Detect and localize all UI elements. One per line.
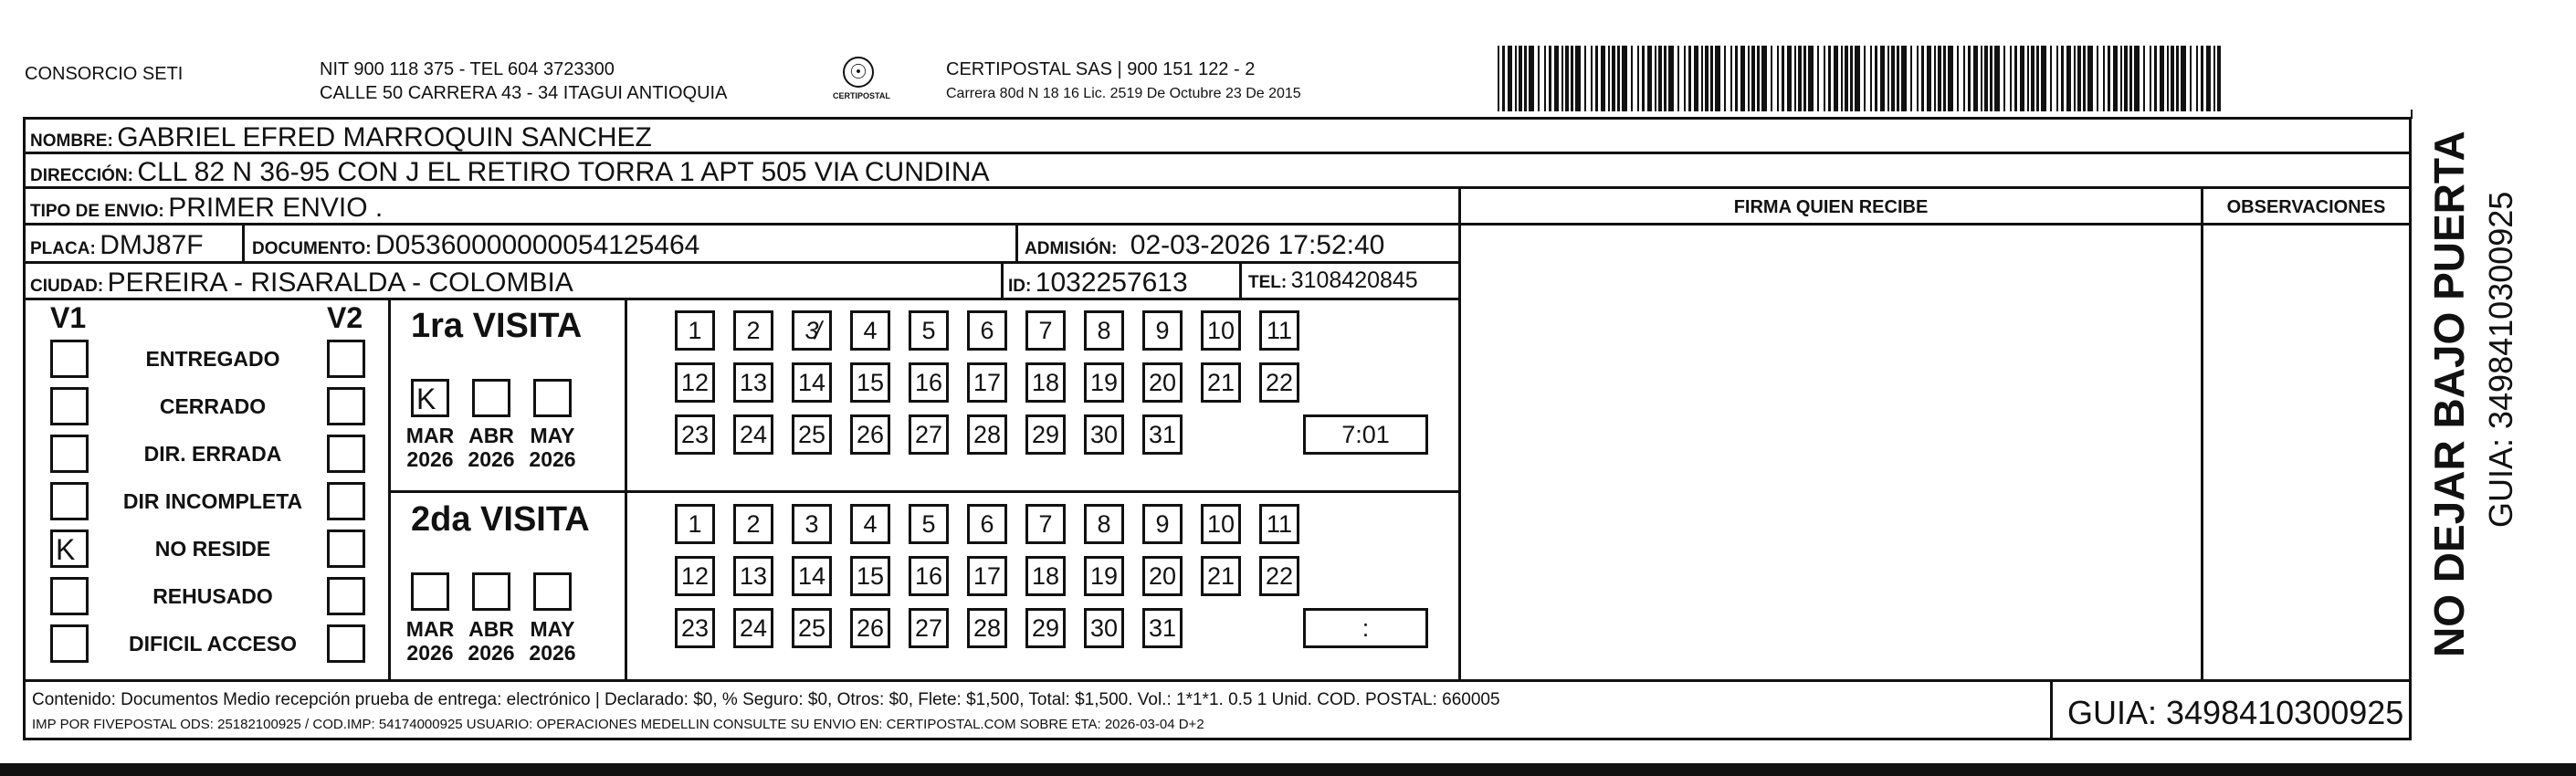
- day-checkbox[interactable]: 15: [850, 362, 890, 403]
- barcode-bar: [2010, 46, 2012, 111]
- v1-checkbox[interactable]: [50, 387, 89, 425]
- barcode-bar: [1740, 46, 1745, 111]
- footer-contenido: Contenido: Documentos Medio recepción prueba de entrega: electrónico | Declarado: $0, % Seguro: $0, Otros: $0, Flete: $1,500, Total: $1,500. Vol.: 1*1*1. 0.5 1 Unid. COD. POSTAL: 660005: [32, 690, 1500, 709]
- barcode-bar: [1757, 46, 1760, 111]
- placa-value: DMJ87F: [100, 230, 204, 260]
- day-checkbox[interactable]: 23: [675, 608, 715, 648]
- day-checkbox[interactable]: 9: [1142, 310, 1183, 351]
- barcode-bar: [1777, 46, 1779, 111]
- day-checkbox[interactable]: 3: [792, 504, 832, 544]
- barcode-bar: [2171, 46, 2174, 111]
- barcode-bar: [1897, 46, 1899, 111]
- month-checkbox[interactable]: [533, 572, 572, 611]
- status-option-label: REHUSADO: [152, 584, 273, 608]
- barcode-bar: [1845, 46, 1848, 111]
- barcode-bar: [1927, 46, 1931, 111]
- barcode-bar: [1508, 46, 1512, 111]
- barcode-bar: [2014, 46, 2017, 111]
- barcode-bar: [1554, 46, 1559, 111]
- certi-line: CERTIPOSTAL SAS | 900 151 122 - 2: [946, 59, 1256, 79]
- barcode-bar: [2134, 46, 2140, 111]
- day-checkbox[interactable]: 22: [1259, 362, 1299, 403]
- v1-checkbox[interactable]: [50, 340, 89, 378]
- day-checkbox[interactable]: 24: [733, 414, 773, 455]
- barcode-bar: [2027, 46, 2029, 111]
- day-checkbox[interactable]: 27: [909, 414, 949, 455]
- barcode-bar: [1841, 46, 1843, 111]
- nombre-value: GABRIEL EFRED MARROQUIN SANCHEZ: [117, 122, 652, 152]
- barcode-bar: [1561, 46, 1563, 111]
- day-checkbox[interactable]: 2: [733, 310, 773, 351]
- day-checkbox[interactable]: 26: [850, 608, 890, 648]
- barcode-bar: [1855, 46, 1860, 111]
- day-checkbox[interactable]: 16: [909, 556, 949, 596]
- barcode-bar: [2097, 46, 2098, 111]
- company-name: CONSORCIO SETI: [25, 64, 184, 84]
- barcode-bar: [1938, 46, 1941, 111]
- check-mark-icon: K: [416, 383, 436, 415]
- barcode-bar: [1655, 46, 1656, 111]
- footer-guia: GUIA: 3498410300925: [2067, 694, 2404, 731]
- barcode-bar: [2160, 46, 2164, 111]
- direccion-label: DIRECCIÓN:: [30, 166, 133, 185]
- day-checkbox[interactable]: 20: [1142, 362, 1183, 403]
- barcode-bar: [2108, 46, 2110, 111]
- day-checkbox[interactable]: 8: [1084, 310, 1124, 351]
- barcode-bar: [1529, 46, 1534, 111]
- barcode-bar: [2217, 46, 2221, 111]
- barcode-bar: [2066, 46, 2071, 111]
- day-checkbox[interactable]: 10: [1201, 310, 1241, 351]
- barcode-bar: [1984, 46, 1988, 111]
- barcode-bar: [1808, 46, 1814, 111]
- day-checkbox[interactable]: 31: [1142, 414, 1183, 455]
- day-checkbox[interactable]: 10: [1201, 504, 1241, 544]
- id-value: 1032257613: [1035, 267, 1188, 298]
- barcode-bar: [2150, 46, 2151, 111]
- barcode-bar: [2061, 46, 2064, 111]
- barcode-bar: [1751, 46, 1755, 111]
- barcode-bar: [1595, 46, 1598, 111]
- barcode-bar: [1981, 46, 1982, 111]
- day-checkbox[interactable]: 30: [1084, 414, 1124, 455]
- frame-right: [2409, 117, 2412, 740]
- v1-checkbox[interactable]: [50, 624, 89, 663]
- frame-top: [23, 117, 2412, 120]
- barcode-bar: [1850, 46, 1853, 111]
- barcode-bar: [1787, 46, 1792, 111]
- barcode-bar: [1901, 46, 1907, 111]
- tel-label: TEL:: [1248, 273, 1288, 292]
- address-line: CALLE 50 CARRERA 43 - 34 ITAGUI ANTIOQUIA: [320, 83, 728, 103]
- day-checkbox[interactable]: 6: [967, 310, 1007, 351]
- barcode-bar: [1870, 46, 1872, 111]
- barcode-bar: [1910, 46, 1912, 111]
- day-checkbox[interactable]: 6: [967, 504, 1007, 544]
- day-checkbox[interactable]: 17: [967, 556, 1007, 596]
- barcode-bar: [1701, 46, 1703, 111]
- month-label: MAR 2026: [405, 424, 455, 471]
- time-field[interactable]: 7:01: [1303, 414, 1428, 455]
- barcode-bar: [1803, 46, 1806, 111]
- barcode-bar: [1571, 46, 1573, 111]
- barcode-bar: [1934, 46, 1936, 111]
- barcode-bar: [1668, 46, 1674, 111]
- day-checkbox[interactable]: 29: [1025, 608, 1066, 648]
- barcode-bar: [1891, 46, 1895, 111]
- frame-left: [23, 117, 26, 740]
- v2-checkbox[interactable]: [327, 482, 365, 520]
- ciudad-label: CIUDAD:: [30, 277, 104, 296]
- barcode-bar: [1502, 46, 1505, 111]
- status-option-label: NO RESIDE: [154, 537, 271, 561]
- barcode-bar: [1498, 46, 1499, 111]
- v2-checkbox[interactable]: [327, 530, 365, 568]
- barcode-bar: [1601, 46, 1605, 111]
- barcode-bar: [1887, 46, 1889, 111]
- status-option-label: CERRADO: [159, 394, 267, 418]
- day-checkbox[interactable]: 24: [733, 608, 773, 648]
- barcode-bar: [2041, 46, 2046, 111]
- direccion-value: CLL 82 N 36-95 CON J EL RETIRO TORRA 1 APT 505 VIA CUNDINA: [137, 157, 990, 187]
- no-dejar-title: NO DEJAR BAJO PUERTA: [2425, 131, 2473, 657]
- barcode-bar: [1710, 46, 1713, 111]
- tipo-label: TIPO DE ENVIO:: [30, 202, 164, 221]
- barcode-bar: [1637, 46, 1639, 111]
- barcode-bar: [1864, 46, 1866, 111]
- nit-line: NIT 900 118 375 - TEL 604 3723300: [320, 59, 615, 79]
- logo-text: CERTIPOSTAL: [833, 91, 890, 100]
- check-mark-icon: K: [56, 533, 76, 566]
- status-option-label: DIFICIL ACCESO: [128, 632, 297, 655]
- day-checkbox[interactable]: 5: [909, 504, 949, 544]
- month-label: MAY 2026: [529, 424, 576, 471]
- certipostal-logo-icon: ☉: [843, 57, 874, 88]
- barcode-bar: [2087, 46, 2093, 111]
- barcode-bar: [1880, 46, 1885, 111]
- day-checkbox[interactable]: 15: [850, 556, 890, 596]
- barcode-bar: [1622, 46, 1627, 111]
- barcode-bar: [2154, 46, 2157, 111]
- month-label: ABR 2026: [468, 617, 515, 665]
- day-checkbox[interactable]: 1: [675, 310, 715, 351]
- barcode-bar: [1730, 46, 1732, 111]
- day-checkbox[interactable]: 5: [909, 310, 949, 351]
- barcode-bar: [1957, 46, 1959, 111]
- v2-checkbox[interactable]: [327, 387, 365, 425]
- v1-checkbox[interactable]: [50, 482, 89, 520]
- day-checkbox[interactable]: 31: [1142, 608, 1183, 648]
- documento-label: DOCUMENTO:: [252, 239, 372, 258]
- tipo-value: PRIMER ENVIO .: [168, 193, 384, 223]
- ciudad-value: PEREIRA - RISARALDA - COLOMBIA: [107, 267, 573, 298]
- v2-label: V2: [327, 301, 363, 334]
- barcode-bar: [1612, 46, 1615, 111]
- v2-checkbox[interactable]: [327, 624, 365, 663]
- barcode-bar: [1963, 46, 1965, 111]
- barcode-bar: [1994, 46, 2000, 111]
- barcode-bar: [1771, 46, 1772, 111]
- scan-edge: [0, 763, 2576, 776]
- day-checkbox[interactable]: 7: [1025, 504, 1066, 544]
- day-checkbox[interactable]: 1: [675, 504, 715, 544]
- firma-label: FIRMA QUIEN RECIBE: [1733, 197, 1929, 217]
- barcode-bar: [2050, 46, 2052, 111]
- day-checkbox[interactable]: 23: [675, 414, 715, 455]
- barcode-bar: [1688, 46, 1691, 111]
- barcode-bar: [1735, 46, 1738, 111]
- barcode-bar: [2124, 46, 2128, 111]
- month-checkbox[interactable]: [472, 379, 510, 417]
- day-checkbox[interactable]: 19: [1084, 556, 1124, 596]
- barcode-bar: [2056, 46, 2058, 111]
- documento-value: D05360000000054125464: [375, 230, 700, 260]
- barcode-bar: [2167, 46, 2169, 111]
- day-checkbox[interactable]: 18: [1025, 362, 1066, 403]
- day-checkbox[interactable]: 3̸: [792, 310, 832, 351]
- barcode-bar: [2077, 46, 2081, 111]
- barcode-bar: [1608, 46, 1610, 111]
- barcode-bar: [2143, 46, 2145, 111]
- barcode-bar: [2083, 46, 2086, 111]
- barcode-bar: [1990, 46, 1992, 111]
- barcode-bar: [1631, 46, 1633, 111]
- barcode-bar: [2036, 46, 2039, 111]
- day-checkbox[interactable]: 12: [675, 556, 715, 596]
- day-checkbox[interactable]: 11: [1259, 310, 1299, 351]
- day-checkbox[interactable]: 13: [733, 362, 773, 403]
- day-checkbox[interactable]: 17: [967, 362, 1007, 403]
- license-line: Carrera 80d N 18 16 Lic. 2519 De Octubre 23 De 2015: [946, 86, 1301, 101]
- barcode-bar: [1694, 46, 1698, 111]
- barcode-bar: [1584, 46, 1586, 111]
- barcode-bar: [2196, 46, 2198, 111]
- barcode-bar: [1973, 46, 1978, 111]
- day-checkbox[interactable]: 20: [1142, 556, 1183, 596]
- v1-label: V1: [50, 301, 87, 334]
- barcode-bar: [1549, 46, 1551, 111]
- admision-value: 02-03-2026 17:52:40: [1130, 230, 1385, 260]
- day-checkbox[interactable]: 19: [1084, 362, 1124, 403]
- nombre-label: NOMBRE:: [30, 131, 113, 151]
- barcode-bar: [1565, 46, 1569, 111]
- day-checkbox[interactable]: 27: [909, 608, 949, 648]
- barcode-bar: [1642, 46, 1645, 111]
- status-option-label: DIR INCOMPLETA: [122, 489, 303, 513]
- barcode-bar: [1658, 46, 1662, 111]
- barcode-bar: [1677, 46, 1679, 111]
- observaciones-label: OBSERVACIONES: [2226, 197, 2386, 217]
- first-visit-title: 1ra VISITA: [411, 307, 583, 345]
- barcode-bar: [1538, 46, 1540, 111]
- barcode-bar: [1519, 46, 1522, 111]
- barcode-bar: [1794, 46, 1796, 111]
- day-checkbox[interactable]: 28: [967, 608, 1007, 648]
- status-option-label: DIR. ERRADA: [143, 442, 282, 466]
- day-checkbox[interactable]: 14: [792, 362, 832, 403]
- barcode-bar: [2181, 46, 2186, 111]
- day-checkbox[interactable]: 28: [967, 414, 1007, 455]
- barcode-bar: [1617, 46, 1620, 111]
- barcode-bar: [1684, 46, 1686, 111]
- time-field[interactable]: :: [1303, 608, 1428, 648]
- frame-bottom: [23, 738, 2412, 740]
- barcode-bar: [1917, 46, 1919, 111]
- barcode-bar: [1544, 46, 1546, 111]
- barcode-bar: [1817, 46, 1819, 111]
- barcode-bar: [1664, 46, 1667, 111]
- barcode-bar: [2113, 46, 2118, 111]
- month-checkbox[interactable]: [533, 379, 572, 417]
- v1-checkbox[interactable]: [50, 435, 89, 473]
- month-checkbox[interactable]: [411, 572, 449, 611]
- day-checkbox[interactable]: 30: [1084, 608, 1124, 648]
- v2-checkbox[interactable]: [327, 435, 365, 473]
- barcode-bar: [2074, 46, 2076, 111]
- second-visit-title: 2da VISITA: [411, 500, 590, 539]
- barcode-bar: [2213, 46, 2215, 111]
- barcode-bar: [1875, 46, 1877, 111]
- barcode-bar: [2120, 46, 2122, 111]
- barcode-bar: [1647, 46, 1652, 111]
- day-checkbox[interactable]: 9: [1142, 504, 1183, 544]
- barcode-bar: [2206, 46, 2211, 111]
- day-checkbox[interactable]: 14: [792, 556, 832, 596]
- barcode-bar: [2201, 46, 2203, 111]
- day-checkbox[interactable]: 7: [1025, 310, 1066, 351]
- day-checkbox[interactable]: 26: [850, 414, 890, 455]
- barcode-bar: [1943, 46, 1946, 111]
- barcode-bar: [2031, 46, 2035, 111]
- barcode-bar: [1798, 46, 1802, 111]
- day-checkbox[interactable]: 12: [675, 362, 715, 403]
- month-checkbox[interactable]: [411, 379, 449, 417]
- barcode-bar: [1824, 46, 1825, 111]
- day-checkbox[interactable]: 16: [909, 362, 949, 403]
- day-checkbox[interactable]: 4: [850, 504, 890, 544]
- barcode-bar: [2190, 46, 2192, 111]
- guia-vertical: GUIA: 3498410300925: [2482, 191, 2519, 528]
- v1-checkbox[interactable]: [50, 530, 89, 568]
- day-checkbox[interactable]: 21: [1201, 362, 1241, 403]
- day-checkbox[interactable]: 11: [1259, 504, 1299, 544]
- barcode-bar: [1761, 46, 1767, 111]
- v1-checkbox[interactable]: [50, 577, 89, 615]
- barcode-bar: [1782, 46, 1784, 111]
- footer-imp: IMP POR FIVEPOSTAL ODS: 25182100925 / COD.IMP: 54174000925 USUARIO: OPERACIONES MEDELLIN CONSULTE SU ENVIO EN: CERTIPOSTAL.COM SOBRE ETA: 2026-03-04 D+2: [32, 717, 1204, 732]
- barcode-bar: [1834, 46, 1838, 111]
- status-option-label: ENTREGADO: [145, 347, 280, 371]
- barcode-bar: [1828, 46, 1831, 111]
- barcode-bar: [1748, 46, 1750, 111]
- id-label: ID:: [1008, 277, 1032, 296]
- day-checkbox[interactable]: 18: [1025, 556, 1066, 596]
- barcode-bar: [1575, 46, 1581, 111]
- month-label: MAR 2026: [405, 617, 455, 665]
- barcode-bar: [1591, 46, 1593, 111]
- day-checkbox[interactable]: 2: [733, 504, 773, 544]
- barcode-bar: [2003, 46, 2005, 111]
- barcode-bar: [1705, 46, 1709, 111]
- tel-value: 3108420845: [1290, 267, 1418, 293]
- barcode-bar: [1724, 46, 1726, 111]
- placa-label: PLACA:: [30, 239, 96, 258]
- day-checkbox[interactable]: 21: [1201, 556, 1241, 596]
- barcode-bar: [1515, 46, 1517, 111]
- v2-checkbox[interactable]: [327, 340, 365, 378]
- barcode-bar: [1921, 46, 1924, 111]
- day-checkbox[interactable]: 4: [850, 310, 890, 351]
- barcode-bar: [1715, 46, 1720, 111]
- admision-label: ADMISIÓN:: [1025, 239, 1118, 258]
- barcode: [1498, 46, 2224, 111]
- day-checkbox[interactable]: 8: [1084, 504, 1124, 544]
- v2-checkbox[interactable]: [327, 577, 365, 615]
- month-label: MAY 2026: [529, 617, 576, 665]
- barcode-bar: [2020, 46, 2024, 111]
- barcode-bar: [1968, 46, 1971, 111]
- day-checkbox[interactable]: 13: [733, 556, 773, 596]
- barcode-bar: [1524, 46, 1527, 111]
- day-checkbox[interactable]: 29: [1025, 414, 1066, 455]
- day-checkbox[interactable]: 25: [792, 414, 832, 455]
- barcode-bar: [2129, 46, 2132, 111]
- day-checkbox[interactable]: 25: [792, 608, 832, 648]
- day-checkbox[interactable]: 22: [1259, 556, 1299, 596]
- barcode-bar: [2103, 46, 2105, 111]
- barcode-bar: [2176, 46, 2179, 111]
- month-label: ABR 2026: [468, 424, 515, 471]
- barcode-bar: [1948, 46, 1953, 111]
- month-checkbox[interactable]: [472, 572, 510, 611]
